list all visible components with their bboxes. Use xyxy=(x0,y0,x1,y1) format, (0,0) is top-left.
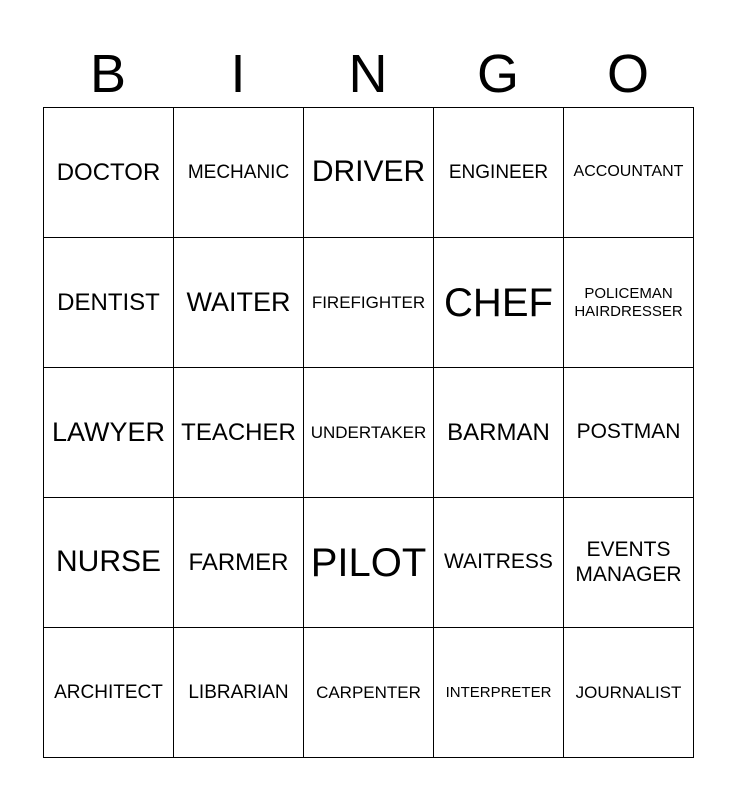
cell-label: UNDERTAKER xyxy=(310,422,427,442)
bingo-board xyxy=(43,107,694,758)
cell-label: INTERPRETER xyxy=(445,683,552,701)
bingo-cell[interactable] xyxy=(174,238,304,368)
bingo-cell[interactable] xyxy=(44,498,174,628)
cell-label: JOURNALIST xyxy=(575,682,682,702)
bingo-cell[interactable] xyxy=(434,628,564,758)
cell-label: MECHANIC xyxy=(187,161,290,183)
bingo-cell[interactable] xyxy=(44,238,174,368)
bingo-cell[interactable] xyxy=(174,628,304,758)
bingo-cell[interactable] xyxy=(304,498,434,628)
header-letter-n: N xyxy=(348,44,388,104)
cell-label: DENTIST xyxy=(57,288,160,316)
board-row xyxy=(44,628,694,758)
header-letter-g: G xyxy=(476,44,519,104)
bingo-cell[interactable] xyxy=(174,368,304,498)
bingo-cell[interactable] xyxy=(44,628,174,758)
cell-label: FIREFIGHTER xyxy=(311,292,426,312)
cell-label: ACCOUNTANT xyxy=(573,163,684,181)
bingo-cell[interactable] xyxy=(434,498,564,628)
cell-label: LIBRARIAN xyxy=(188,681,289,703)
cell-label: POLICEMAN HAIRDRESSER xyxy=(574,285,683,320)
board-row xyxy=(44,238,694,368)
header-letter-i: I xyxy=(230,44,246,104)
cell-label: EVENTS MANAGER xyxy=(575,538,682,586)
bingo-cell[interactable] xyxy=(304,628,434,758)
board-row xyxy=(44,368,694,498)
bingo-cell[interactable] xyxy=(564,108,694,238)
cell-label: NURSE xyxy=(55,545,161,579)
bingo-cell[interactable] xyxy=(44,108,174,238)
bingo-cell[interactable] xyxy=(304,368,434,498)
bingo-cell[interactable] xyxy=(564,628,694,758)
bingo-cell[interactable] xyxy=(434,108,564,238)
header-letter-b: B xyxy=(89,44,127,104)
cell-label: ARCHITECT xyxy=(54,681,163,703)
bingo-cell[interactable] xyxy=(174,108,304,238)
cell-label: BARMAN xyxy=(447,418,550,446)
bingo-cell[interactable] xyxy=(564,368,694,498)
cell-label: ENGINEER xyxy=(448,161,549,183)
cell-label: POSTMAN xyxy=(576,420,681,444)
cell-label: WAITER xyxy=(186,286,291,317)
bingo-cell[interactable] xyxy=(434,368,564,498)
cell-label: CARPENTER xyxy=(316,682,421,702)
cell-label: DRIVER xyxy=(311,155,426,189)
bingo-cell[interactable] xyxy=(304,238,434,368)
bingo-cell[interactable] xyxy=(44,368,174,498)
cell-label: CHEF xyxy=(444,280,553,325)
bingo-cell[interactable] xyxy=(174,498,304,628)
cell-label: LAWYER xyxy=(51,416,166,447)
bingo-cell[interactable] xyxy=(564,238,694,368)
bingo-header xyxy=(43,40,693,108)
cell-label: DOCTOR xyxy=(56,158,161,186)
cell-label: PILOT xyxy=(310,540,427,585)
cell-label: TEACHER xyxy=(181,418,296,446)
cell-label: FARMER xyxy=(188,548,289,576)
bingo-cell[interactable] xyxy=(434,238,564,368)
cell-label: WAITRESS xyxy=(444,550,553,574)
bingo-cell[interactable] xyxy=(304,108,434,238)
board-row xyxy=(44,498,694,628)
header-letter-o: O xyxy=(606,44,649,104)
bingo-cell[interactable] xyxy=(564,498,694,628)
board-row xyxy=(44,108,694,238)
